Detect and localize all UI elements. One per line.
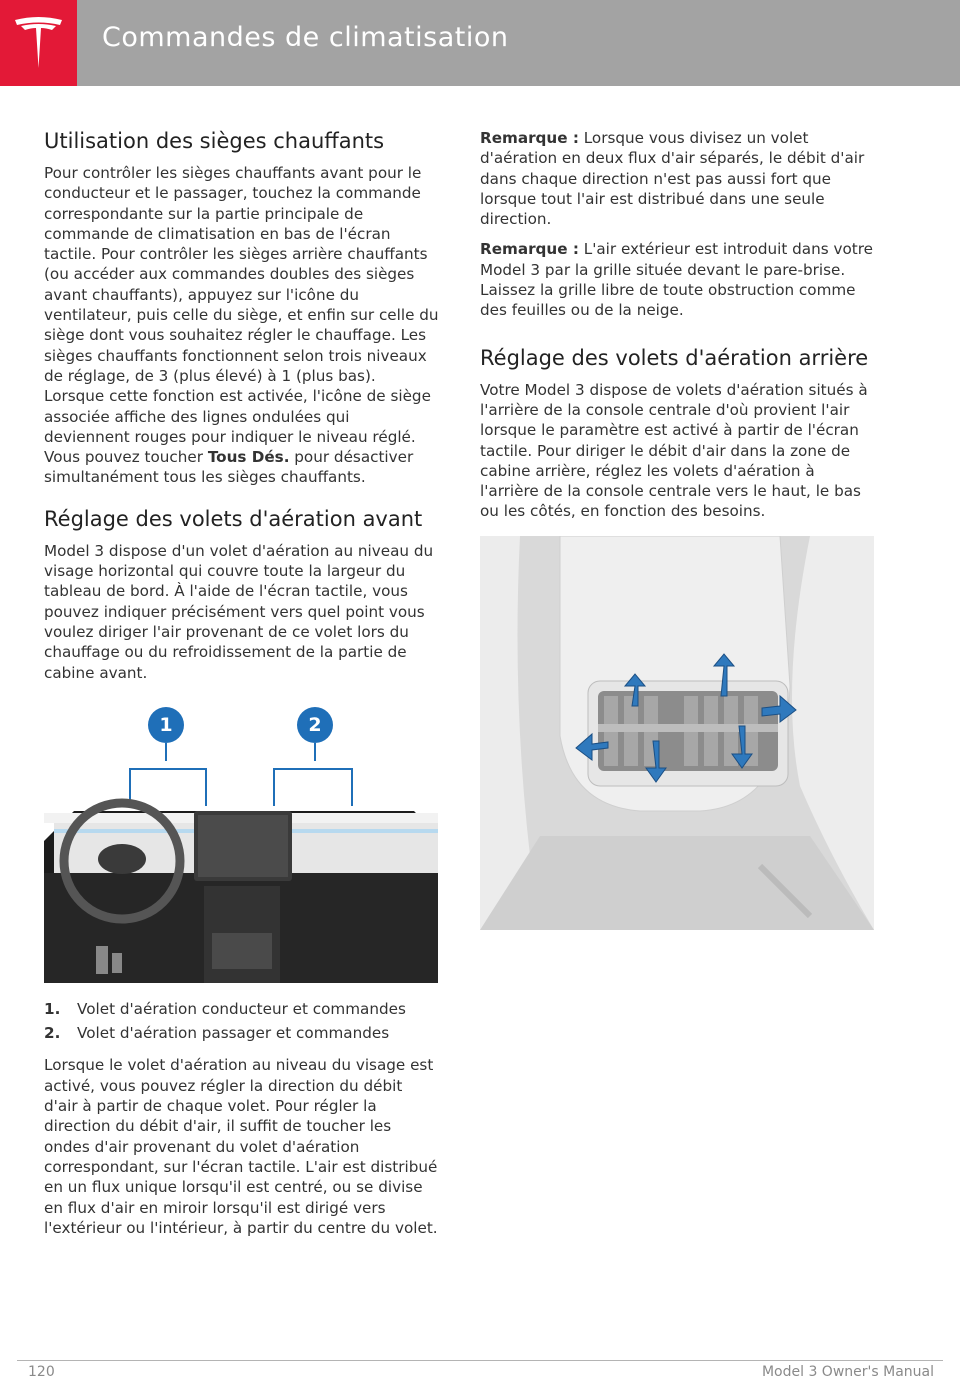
footer-divider bbox=[17, 1360, 943, 1361]
dashboard-figure bbox=[44, 701, 438, 983]
legend-item: 2. Volet d'aération passager et commandes bbox=[44, 1024, 390, 1043]
heading-front-vents: Réglage des volets d'aération avant bbox=[44, 506, 423, 531]
heading-heated-seats: Utilisation des sièges chauffants bbox=[44, 129, 385, 153]
page-header bbox=[0, 0, 960, 86]
heading-rear-vents: Réglage des volets d'aération arrière bbox=[480, 345, 869, 370]
tesla-logo bbox=[0, 0, 77, 86]
page-title: Commandes de climatisation bbox=[102, 22, 509, 53]
callout-2: 2 bbox=[297, 707, 333, 743]
note-2: Remarque : L'air extérieur est introduit dans votre Model 3 par la grille située devant le pare-brise. Laissez la grille libre de toute obstruction comme des feuilles ou de la neige. bbox=[480, 240, 873, 320]
page-number: 120 bbox=[28, 1364, 55, 1380]
right-column bbox=[480, 128, 875, 930]
all-off-label: Tous Dés. bbox=[207, 448, 290, 467]
callout-1: 1 bbox=[148, 707, 184, 743]
paragraph-heated-seats: Pour contrôler les sièges chauffants avant pour le conducteur et le passager, touchez la commande correspondante sur la partie principale de commande de climatisation en bas de l'écran tactile. Pour contrôler les sièges arrière chauffants (ou accéder aux commandes doubles des sièges avant chauffants), appuyez sur l'icône du ventilateur, puis celle du siège, et enfin sur celle du siège dont vous souhaitez régler le chauffage. Les sièges chauffants fonctionnent selon trois niveaux de réglage, de 3 (plus élevé) à 1 (plus bas). Lorsque cette fonction est activée, l'icône de siège associée affiche des lignes ondulées qui deviennent rouges pour indiquer le niveau réglé. Vous pouvez toucher Tous Dés. pour désactiver simultanément tous les sièges chauffants. bbox=[44, 164, 439, 487]
figure-legend bbox=[44, 999, 439, 1044]
tesla-logo-icon bbox=[13, 16, 64, 70]
paragraph-front-vents: Model 3 dispose d'un volet d'aération au niveau du visage horizontal qui couvre toute la largeur du tableau de bord. À l'aide de l'écran tactile, vous pouvez indiquer précisément vers quel point vous voulez diriger l'air provenant de ce volet lors du chauffage ou du refroidissement de la partie de cabine avant. bbox=[44, 541, 434, 682]
rear-vents-illustration bbox=[480, 536, 874, 930]
legend-item: 1. Volet d'aération conducteur et commandes bbox=[44, 999, 406, 1018]
left-column bbox=[44, 128, 439, 1248]
dashboard-illustration bbox=[44, 701, 438, 983]
rear-vents-figure bbox=[480, 536, 874, 930]
paragraph-airflow: Lorsque le volet d'aération au niveau du visage est activé, vous pouvez régler la direction du débit d'air à partir de chaque volet. Pour régler la direction du débit d'air, il suffit de toucher les ondes d'air provenant du volet d'aération correspondant, sur l'écran tactile. L'air est distribué en un flux unique lorsqu'il est centré, ou se divise en flux d'air en miroir lorsqu'il est dirigé vers l'extérieur ou l'intérieur, à partir du centre du volet. bbox=[44, 1056, 438, 1237]
manual-name: Model 3 Owner's Manual bbox=[761, 1364, 934, 1380]
paragraph-rear-vents: Votre Model 3 dispose de volets d'aération situés à l'arrière de la console centrale d'où provient l'air lorsque le paramètre est activé à partir de l'écran tactile. Pour diriger le débit d'air dans la zone de cabine arrière, réglez les volets d'aération à l'arrière de la console centrale vers le haut, le bas ou les côtés, en fonction des besoins. bbox=[480, 380, 868, 521]
note-1: Remarque : Lorsque vous divisez un volet d'aération en deux flux d'air séparés, le débit d'air dans chaque direction n'est pas aussi fort que lorsque tout l'air est distribué dans une seule direction. bbox=[480, 129, 865, 229]
